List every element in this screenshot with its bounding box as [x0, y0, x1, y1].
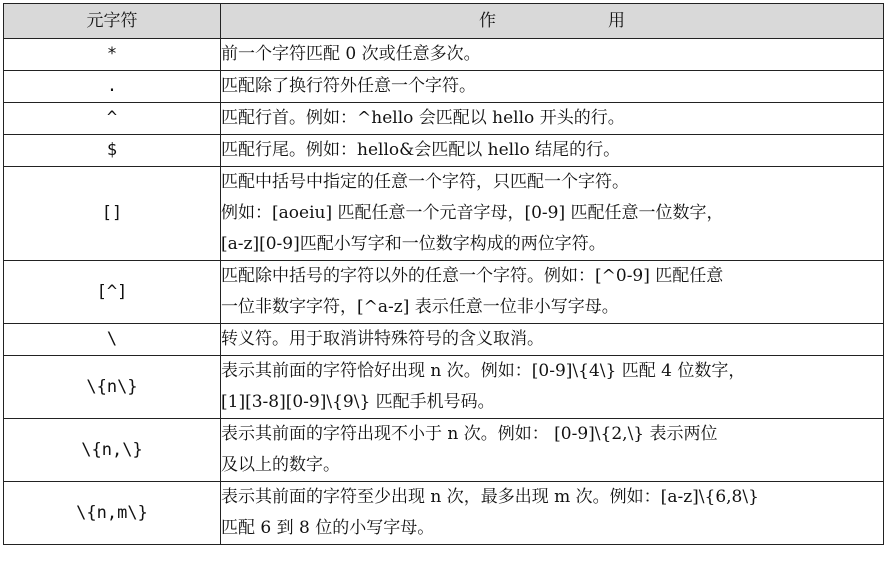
row-description	[221, 135, 884, 167]
description-line: 转义符。用于取消讲特殊符号的含义取消。	[221, 329, 544, 349]
description-line: 匹配行尾。例如：hello&会匹配以 hello 结尾的行。	[221, 140, 621, 160]
row-symbol: [^]	[4, 261, 221, 324]
row-symbol: \{n\}	[4, 356, 221, 419]
table-row	[4, 356, 884, 419]
metachar-table-container	[3, 3, 883, 545]
table-row	[4, 71, 884, 103]
row-description	[221, 261, 884, 324]
table-row	[4, 39, 884, 71]
header-metachar: 元字符	[4, 4, 221, 39]
description-line: 表示其前面的字符出现不小于 n 次。例如： [0-9]\{2,\} 表示两位	[221, 424, 718, 444]
row-description	[221, 39, 884, 71]
row-description	[221, 356, 884, 419]
description-line: 匹配中括号中指定的任意一个字符，只匹配一个字符。	[221, 172, 629, 192]
row-symbol: $	[4, 135, 221, 167]
description-line: 表示其前面的字符至少出现 n 次，最多出现 m 次。例如：[a-z]\{6,8\}	[221, 487, 759, 507]
header-function	[221, 4, 884, 39]
table-row	[4, 324, 884, 356]
row-symbol: .	[4, 71, 221, 103]
description-line: 前一个字符匹配 0 次或任意多次。	[221, 44, 481, 64]
row-description	[221, 103, 884, 135]
row-symbol: \	[4, 324, 221, 356]
table-row	[4, 167, 884, 261]
row-symbol: *	[4, 39, 221, 71]
table-header-row	[4, 4, 884, 39]
row-description	[221, 324, 884, 356]
description-line: [a-z][0-9]匹配小写字和一位数字构成的两位字符。	[221, 234, 606, 254]
description-line: 匹配除中括号的字符以外的任意一个字符。例如：[^0-9] 匹配任意	[221, 266, 724, 286]
description-line: 例如：[aoeiu] 匹配任意一个元音字母，[0-9] 匹配任意一位数字，	[221, 203, 724, 223]
table-row	[4, 103, 884, 135]
row-symbol: \{n,m\}	[4, 482, 221, 545]
description-line: 匹配行首。例如：^hello 会匹配以 hello 开头的行。	[221, 108, 625, 128]
description-line: 及以上的数字。	[221, 455, 340, 475]
table-row	[4, 261, 884, 324]
row-description	[221, 419, 884, 482]
metacharacter-table	[3, 3, 884, 545]
description-line: [1][3-8][0-9]\{9\} 匹配手机号码。	[221, 392, 495, 412]
header-function-char-2: 用	[608, 10, 625, 31]
table-row	[4, 135, 884, 167]
description-line: 表示其前面的字符恰好出现 n 次。例如：[0-9]\{4\} 匹配 4 位数字，	[221, 361, 746, 381]
row-symbol: []	[4, 167, 221, 261]
row-description	[221, 482, 884, 545]
row-description	[221, 167, 884, 261]
header-function-char-1: 作	[479, 10, 496, 31]
row-symbol: \{n,\}	[4, 419, 221, 482]
description-line: 匹配 6 到 8 位的小写字母。	[221, 518, 435, 538]
table-row	[4, 419, 884, 482]
description-line: 匹配除了换行符外任意一个字符。	[221, 76, 476, 96]
row-symbol: ^	[4, 103, 221, 135]
row-description	[221, 71, 884, 103]
description-line: 一位非数字字符，[^a-z] 表示任意一位非小写字母。	[221, 297, 619, 317]
table-row	[4, 482, 884, 545]
